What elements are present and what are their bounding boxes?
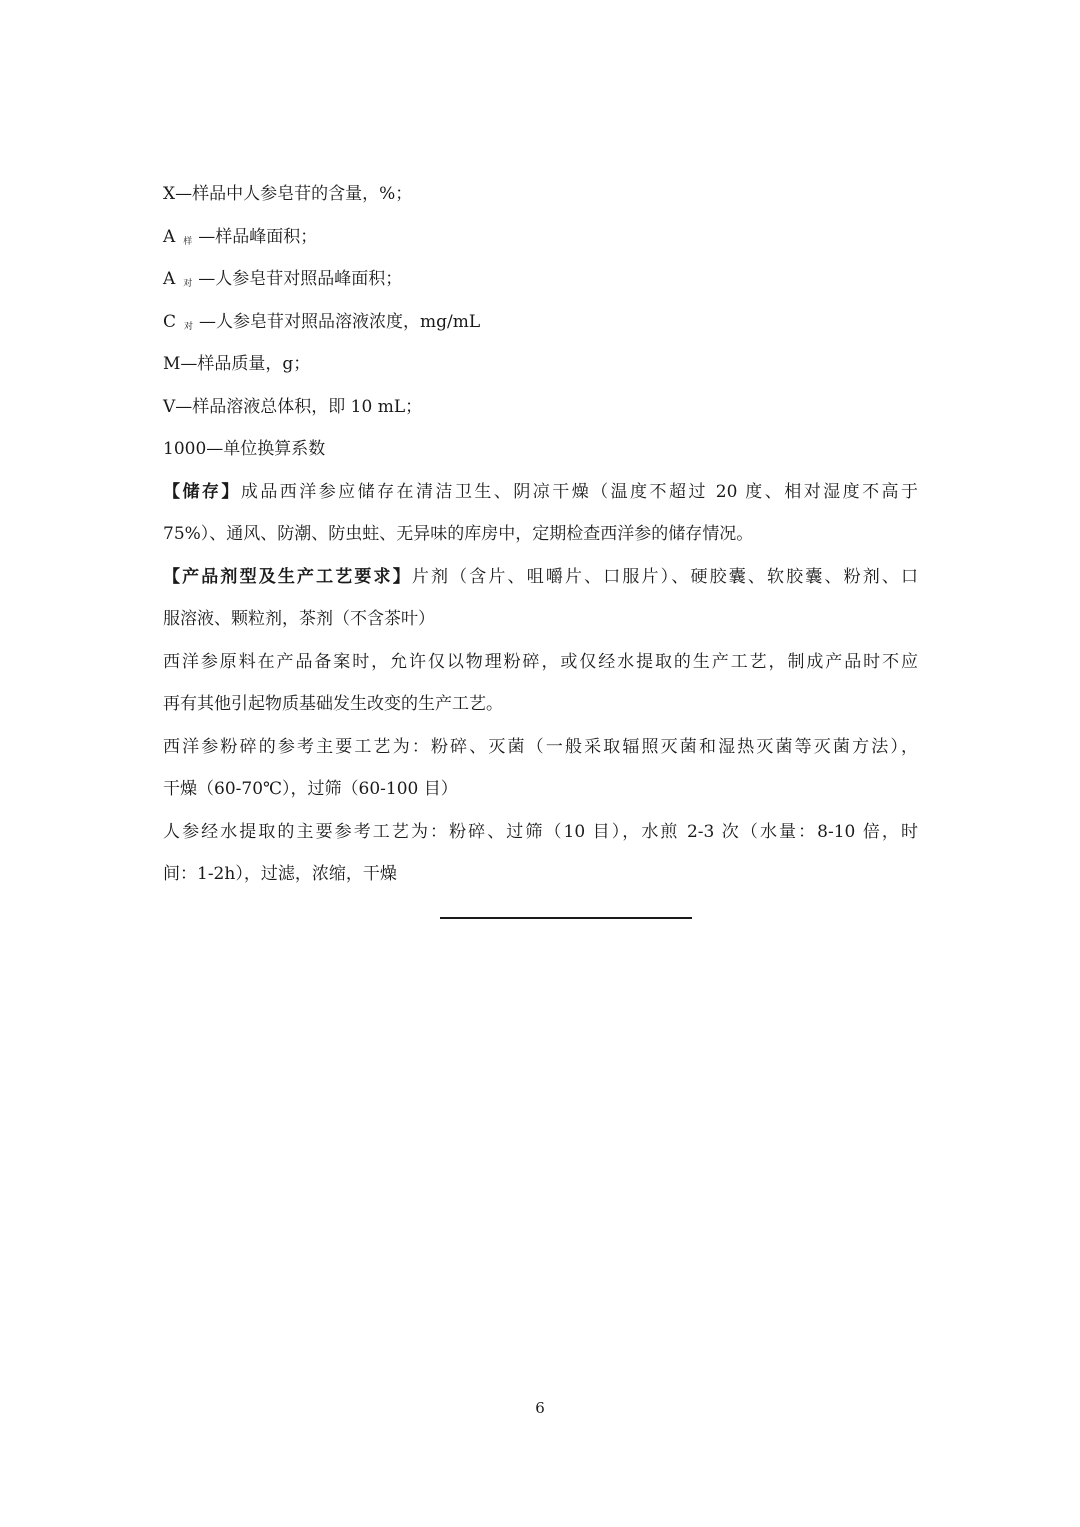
dosage-line-2 (163, 598, 918, 641)
definition-m (163, 343, 918, 386)
storage-text-2: 75%）、通风、防潮、防虫蛀、无异味的库房中，定期检查西洋参的储存情况。 (163, 524, 754, 544)
storage-line-2 (163, 513, 918, 556)
definition-x (163, 173, 918, 216)
subscript-reference: 对 (184, 321, 194, 332)
dosage-line-1 (163, 556, 918, 599)
definition-m-text: —样品质量，g； (180, 354, 311, 374)
dosage-text-2: 服溶液、颗粒剂，茶剂（不含茶叶） (163, 609, 435, 629)
symbol-factor: 1000 (163, 439, 207, 459)
definition-a-sample (163, 216, 918, 259)
symbol-a: A (163, 226, 176, 247)
definition-c-reference-text: —人参皂苷对照品溶液浓度，mg/mL (199, 311, 481, 332)
definition-a-reference (163, 258, 918, 301)
definition-factor (163, 428, 918, 471)
grinding-line-1: 西洋参粉碎的参考主要工艺为：粉碎、灭菌（一般采取辐照灭菌和湿热灭菌等灭菌方法）， (163, 736, 918, 757)
definition-c-reference (163, 301, 918, 344)
storage-heading: 【储存】 (163, 481, 241, 502)
definition-x-text: —样品中人参皂苷的含量，%； (175, 184, 413, 204)
storage-text-1: 成品西洋参应储存在清洁卫生、阴凉干燥（温度不超过 20 度、相对湿度不高于 (240, 481, 918, 502)
page-number: 6 (535, 1399, 545, 1417)
symbol-a: A (163, 269, 176, 289)
symbol-v: V (163, 396, 176, 417)
definition-factor-text: —单位换算系数 (206, 439, 326, 459)
symbol-m: M (163, 354, 181, 374)
definition-v (163, 386, 918, 429)
definition-a-sample-text: —样品峰面积； (198, 226, 318, 247)
end-rule-divider (440, 917, 692, 919)
raw-material-line-2: 再有其他引起物质基础发生改变的生产工艺。 (163, 694, 503, 714)
subscript-reference: 对 (183, 279, 193, 289)
extraction-line-1: 人参经水提取的主要参考工艺为：粉碎、过筛（10 目），水煎 2-3 次（水量：8-10 倍，时 (163, 821, 918, 842)
symbol-x: X (163, 184, 176, 204)
grinding-line-2: 干燥（60-70℃），过筛（60-100 目） (163, 779, 458, 799)
dosage-text-1: 片剂（含片、咀嚼片、口服片）、硬胶囊、软胶囊、粉剂、口 (411, 566, 919, 587)
subscript-sample: 样 (183, 236, 193, 247)
extraction-line-2: 间：1-2h），过滤，浓缩，干燥 (163, 864, 397, 884)
definition-v-text: —样品溶液总体积，即 10 mL； (175, 396, 423, 417)
dosage-heading: 【产品剂型及生产工艺要求】 (163, 566, 412, 587)
symbol-c: C (163, 311, 177, 332)
raw-material-line-1: 西洋参原料在产品备案时，允许仅以物理粉碎，或仅经水提取的生产工艺，制成产品时不应 (163, 651, 918, 672)
definition-a-reference-text: —人参皂苷对照品峰面积； (198, 269, 403, 289)
document-body (163, 173, 918, 896)
storage-line-1 (163, 471, 918, 514)
